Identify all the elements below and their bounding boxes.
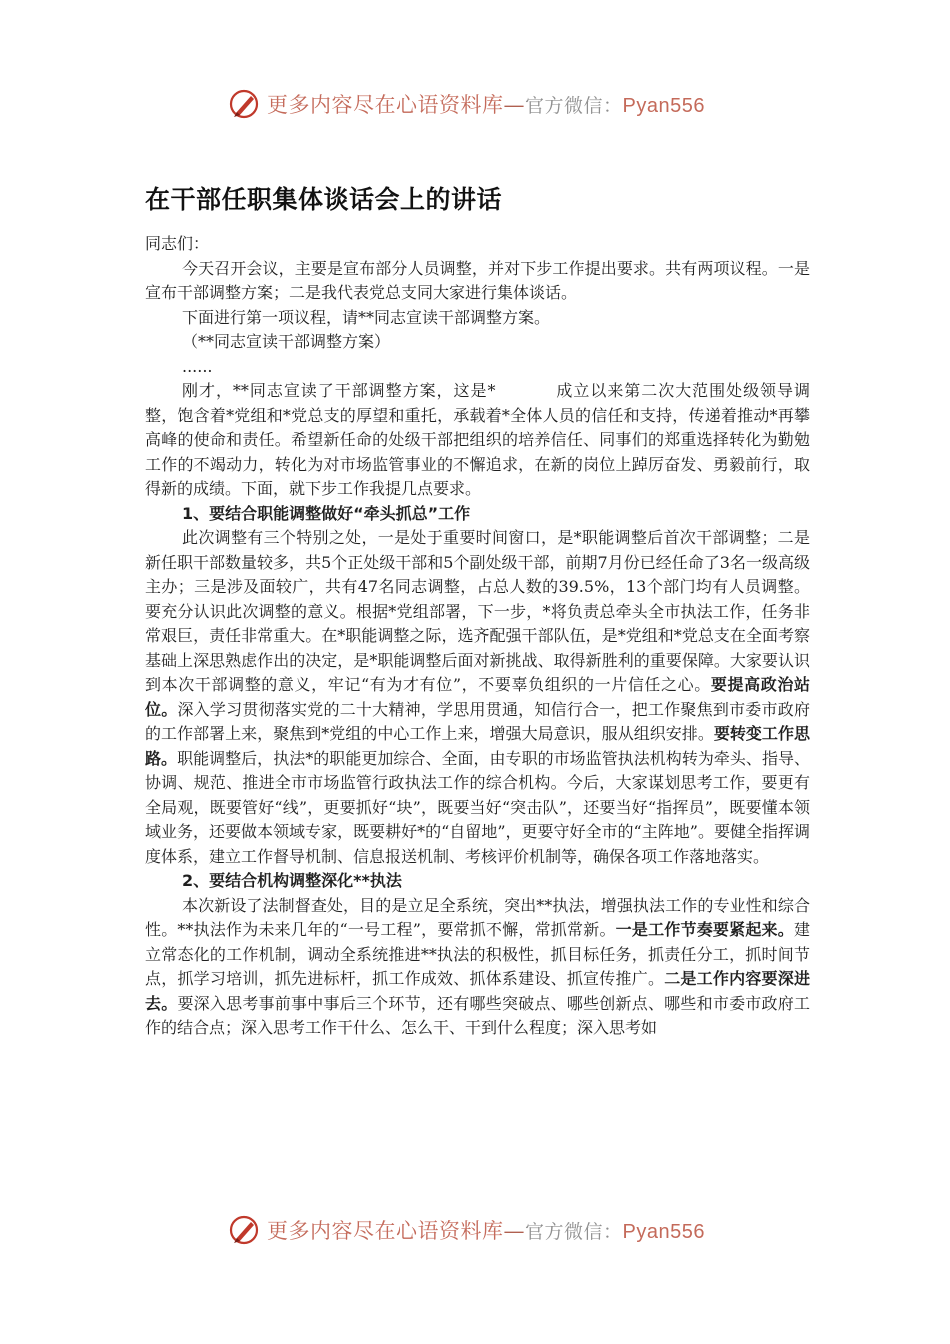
watermark-title: 更多内容尽在心语资料库 — [267, 1219, 504, 1243]
paragraph-6-part-c: 深入学习贯彻落实党的二十大精神，学思用贯通，知信行合一，把工作聚焦到市委市政府的工作部署上来，聚焦到*党组的中心工作上来，增强大局意识，服从组织安排。 — [145, 699, 810, 743]
paragraph-5-part-a: 刚才，**同志宣读了干部调整方案，这是* — [182, 381, 496, 400]
bold-point-work-approach: 要转变工作思路。 — [145, 724, 810, 768]
paragraph-6 — [145, 526, 810, 869]
paragraph-1: 今天召开会议，主要是宣布部分人员调整，并对下步工作提出要求。共有两项议程。一是宣布干部调整方案；二是我代表党总支同大家进行集体谈话。 — [145, 258, 810, 302]
paragraph-7 — [145, 894, 810, 1041]
watermark-title: 更多内容尽在心语资料库 — [267, 93, 504, 117]
bold-point-political-stance: 要提高政治站位。 — [145, 675, 810, 719]
footer-watermark — [227, 1212, 727, 1248]
header-watermark — [227, 86, 727, 122]
pen-logo-icon — [227, 1213, 261, 1247]
paragraph-3: （**同志宣读干部调整方案） — [182, 332, 391, 351]
watermark-dash: — — [503, 1219, 525, 1243]
paragraph-4: ...... — [182, 356, 213, 376]
paragraph-6-part-e: 职能调整后，执法*的职能更加综合、全面，由专职的市场监管执法机构转为牵头、指导、协调、规范、推进全市市场监管行政执法工作的综合机构。今后，大家谋划思考工作，要更有全局观，既要管好“线”，更要抓好“块”，既要当好“突击队”，还要当好“指挥员”，既要懂本领域业务，还要做本领域专家，既要耕好*的“自留地”，更要守好全市的“主阵地”。要健全指挥调度体系，建立工作督导机制、信息报送机制、考核评价机制等，确保各项工作落地落实。 — [145, 748, 810, 866]
paragraph-7-part-c: 建立常态化的工作机制，调动全系统推进**执法的积极性，抓目标任务，抓责任分工，抓时间节点，抓学习培训，抓先进标杆，抓工作成效、抓体系建设、抓宣传推广。 — [145, 920, 810, 988]
watermark-dash: — — [503, 93, 525, 117]
document-body — [145, 232, 810, 1041]
section-heading-2: 2、要结合机构调整深化**执法 — [182, 871, 402, 890]
watermark-wechat-id: Pyan556 — [622, 95, 705, 117]
paragraph-5 — [145, 379, 810, 502]
salutation: 同志们： — [145, 234, 210, 253]
paragraph-6-part-a: 此次调整有三个特别之处，一是处于重要时间窗口，是*职能调整后首次干部调整；二是新任职干部数量较多，共5个正处级干部和5个副处级干部，前期7月份已经任命了3名一级高级主办；三是涉及面较广，共有47名同志调整，占总人数的39.5%，13个部门均有人员调整。要充分认识此次调整的意义。根据*党组部署，下一步，*将负责总牵头全市执法工作，任务非常艰巨，责任非常重大。在*职能调整之际，选齐配强干部队伍，是*党组和*党总支在全面考察基础上深思熟虑作出的决定，是*职能调整后面对新挑战、取得新胜利的重要保障。大家要认识到本次干部调整的意义，牢记“有为才有位”，不要辜负组织的一片信任之心。 — [145, 528, 810, 694]
bold-point-work-pace: 一是工作节奏要紧起来。 — [615, 920, 794, 939]
pen-logo-icon — [227, 87, 261, 121]
paragraph-5-part-b: 成立以来第二次大范围处级领导调整，饱含着*党组和*党总支的厚望和重托，承载着*全体人员的信任和支持，传递着推动*再攀高峰的使命和责任。希望新任命的处级干部把组织的培养信任、同事们的郑重选择转化为勤勉工作的不竭动力，转化为对市场监管事业的不懈追求，在新的岗位上踔厉奋发、勇毅前行，取得新的成绩。下面，就下步工作我提几点要求。 — [145, 381, 810, 498]
paragraph-7-part-e: 要深入思考事前事中事后三个环节，还有哪些突破点、哪些创新点、哪些和市委市政府工作的结合点；深入思考工作干什么、怎么干、干到什么程度；深入思考如 — [145, 993, 810, 1037]
paragraph-2: 下面进行第一项议程，请**同志宣读干部调整方案。 — [182, 307, 551, 327]
document-title: 在干部任职集体谈话会上的讲话 — [145, 185, 503, 214]
section-heading-1: 1、要结合职能调整做好“牵头抓总”工作 — [182, 503, 471, 523]
watermark-wechat-id: Pyan556 — [622, 1221, 705, 1243]
watermark-label: 官方微信： — [525, 1221, 623, 1243]
watermark-label: 官方微信： — [525, 95, 623, 117]
bold-point-work-content: 二是工作内容要深进去。 — [145, 969, 810, 1013]
paragraph-7-part-a: 本次新设了法制督查处，目的是立足全系统，突出**执法，增强执法工作的专业性和综合性。**执法作为未来几年的“一号工程”，要常抓不懈，常抓常新。 — [145, 895, 810, 939]
